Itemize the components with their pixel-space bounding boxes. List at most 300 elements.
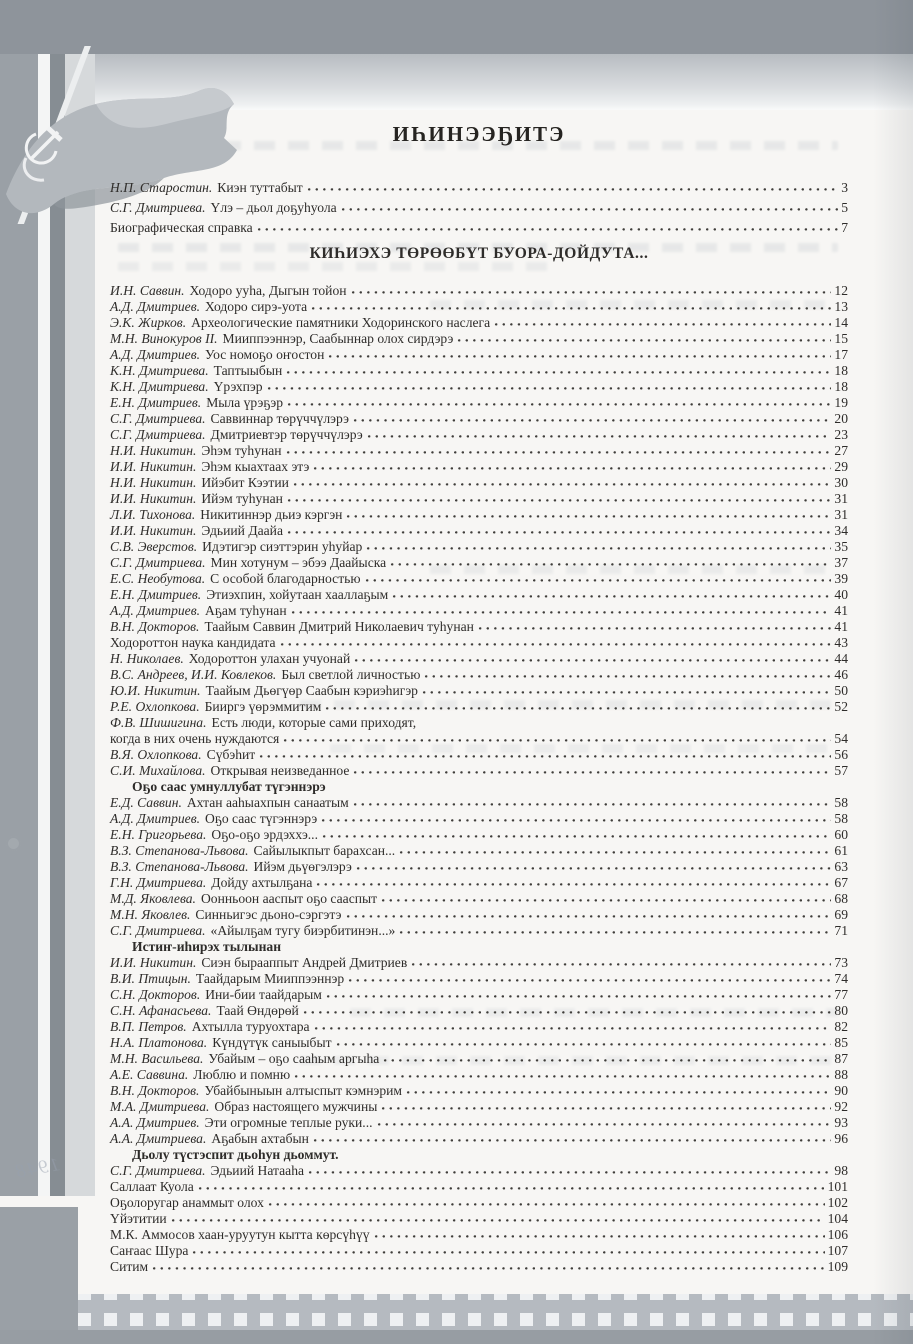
dot-leader — [326, 994, 831, 999]
sub-heading: Истиҥ-иһирэх тылынан — [132, 939, 282, 954]
sub-heading: Дьолу түстэспит дьоһун дьоммут. — [132, 1147, 339, 1162]
entry-title: Эһэм туһунан — [201, 443, 282, 458]
toc-entry — [110, 667, 848, 683]
entry-title: М.К. Аммосов хаан-уруутун кытта көрсүһүү — [110, 1227, 370, 1242]
entry-title: Бииргэ үөрэммитим — [204, 699, 322, 714]
dot-leader — [346, 514, 831, 519]
entry-author: М.Д. Яковлева. — [110, 891, 196, 906]
entry-author: Н.И. Никитин. — [110, 443, 197, 458]
entry-title: Ийэм туһунан — [201, 491, 283, 506]
dot-leader — [152, 1266, 824, 1271]
left-frame-strip-outer — [0, 54, 38, 1196]
entry-author: В.З. Степанова-Львова. — [110, 843, 249, 858]
entry-author: К.Н. Дмитриева. — [110, 379, 209, 394]
entry-title: Был светлой личностью — [281, 667, 421, 682]
dot-leader — [354, 658, 831, 663]
dot-leader — [291, 610, 832, 615]
dot-leader — [381, 1106, 831, 1111]
dot-leader — [198, 1186, 825, 1191]
entry-author: А.А. Дмитриева. — [110, 1131, 207, 1146]
dot-leader — [307, 187, 838, 192]
entry-page: 20 — [834, 411, 848, 426]
entry-page: 3 — [841, 180, 848, 195]
dot-leader — [259, 754, 831, 759]
entry-author: С.Г. Дмитриева. — [110, 411, 206, 426]
entry-title: Таай Өндөрөй — [216, 1003, 299, 1018]
entry-title: Убайым – оҕо сааһым аргыһа — [208, 1051, 380, 1066]
toc-entry — [110, 923, 848, 939]
entry-page: 96 — [834, 1131, 848, 1146]
toc-entry — [110, 331, 848, 347]
page-title: ИҺИНЭЭҔИТЭ — [392, 122, 566, 146]
toc-entry — [110, 955, 848, 971]
toc-entry — [110, 1083, 848, 1099]
entry-title: Ини-бии таайдарым — [205, 987, 322, 1002]
toc-entry — [110, 827, 848, 843]
dot-leader — [374, 1234, 825, 1239]
entry-author: В.Н. Докторов. — [110, 1083, 200, 1098]
entry-title: Үлэ – дьол доҕуһуола — [210, 200, 337, 215]
toc-entry — [110, 443, 848, 459]
entry-author: А.Е. Саввина. — [110, 1067, 189, 1082]
entry-author: В.С. Андреев, И.И. Ковлеков. — [110, 667, 277, 682]
toc-front-matter-group — [110, 180, 848, 240]
dot-leader — [171, 1218, 825, 1223]
toc-entry — [110, 1019, 848, 1035]
entry-page: 15 — [834, 331, 848, 346]
toc-entry — [110, 491, 848, 507]
entry-page: 19 — [834, 395, 848, 410]
entry-page: 61 — [834, 843, 848, 858]
toc-entry — [110, 1243, 848, 1259]
entry-title: Оҕо саас түгэннэрэ — [205, 811, 318, 826]
entry-page: 109 — [827, 1259, 848, 1274]
toc-entry — [110, 1115, 848, 1131]
entry-title: Эдьиий Натааһа — [210, 1163, 305, 1178]
dot-leader — [383, 1058, 831, 1063]
toc-entry — [110, 475, 848, 491]
toc-entry — [110, 1227, 848, 1243]
toc-entry — [110, 891, 848, 907]
entry-page: 58 — [834, 811, 848, 826]
dot-leader — [411, 962, 831, 967]
toc-entry — [110, 795, 848, 811]
sub-heading: Оҕо саас умнуллубат түгэннэрэ — [132, 779, 326, 794]
entry-title: Мыла үрэҕэр — [206, 395, 284, 410]
dot-leader — [422, 690, 831, 695]
toc-entry — [110, 1259, 848, 1275]
entry-page: 40 — [834, 587, 848, 602]
entry-author: С.И. Михайлова. — [110, 763, 206, 778]
toc-entry — [110, 747, 848, 763]
entry-author: Е.Н. Григорьева. — [110, 827, 207, 842]
entry-page: 56 — [834, 747, 848, 762]
dot-leader — [257, 227, 839, 232]
entry-title: Ахтан ааһыахпын санаатым — [186, 795, 349, 810]
dot-leader — [351, 290, 832, 295]
entry-author: М.Н. Яковлев. — [110, 907, 191, 922]
entry-title: Таайым Дьөгүөр Саабын кэриэһигэр — [205, 683, 418, 698]
section-heading: КИҺИЭХЭ ТӨРӨӨБҮТ БУОРА-ДОЙДУТА... — [309, 245, 649, 262]
dot-leader — [303, 1010, 832, 1015]
entry-author: Г.Н. Дмитриева. — [110, 875, 207, 890]
entry-title: Синньигэс дьоно-сэргэтэ — [195, 907, 342, 922]
dot-leader — [478, 626, 831, 631]
entry-author: С.Н. Афанасьева. — [110, 1003, 212, 1018]
entry-page: 106 — [827, 1227, 848, 1242]
entry-author: И.И. Никитин. — [110, 523, 197, 538]
entry-author: И.Н. Саввин. — [110, 283, 185, 298]
entry-title: Эдьиий Даайа — [201, 523, 283, 538]
toc-entry — [110, 763, 848, 779]
entry-title: С особой благодарностью — [210, 571, 361, 586]
entry-author: А.Д. Дмитриев. — [110, 299, 201, 314]
entry-page: 29 — [834, 459, 848, 474]
entry-title: Эти огромные теплые руки... — [204, 1115, 373, 1130]
entry-title: Аҕабын ахтабын — [211, 1131, 309, 1146]
entry-page: 69 — [834, 907, 848, 922]
toc-entry — [110, 811, 848, 827]
toc-entry — [110, 1211, 848, 1227]
dot-leader — [316, 882, 831, 887]
toc-entry — [110, 427, 848, 443]
dot-leader — [390, 562, 831, 567]
entry-title: Таайдарым Мииппээннэр — [195, 971, 345, 986]
entry-author: С.В. Эверстов. — [110, 539, 198, 554]
toc-entry — [110, 619, 848, 635]
entry-page: 68 — [834, 891, 848, 906]
toc-entry — [110, 907, 848, 923]
entry-title: Археологические памятники Ходоринского наслега — [191, 315, 491, 330]
dot-leader — [322, 834, 831, 839]
entry-title: Биографическая справка — [110, 220, 253, 235]
entry-page: 92 — [834, 1099, 848, 1114]
entry-title: Образ настоящего мужчины — [214, 1099, 378, 1114]
toc-entry — [110, 1163, 848, 1179]
dot-leader — [406, 1090, 831, 1095]
entry-title: Саввиннар төрүччүлэрэ — [210, 411, 349, 426]
entry-title: Оҕолоругар анаммыт олох — [110, 1195, 264, 1210]
entry-page: 30 — [834, 475, 848, 490]
entry-title: Таптыыбын — [213, 363, 283, 378]
entry-page: 23 — [834, 427, 848, 442]
toc-entry — [110, 347, 848, 363]
entry-title: Дмитриевтэр төрүччүлэрэ — [210, 427, 363, 442]
toc-entry — [110, 523, 848, 539]
dot-leader — [457, 338, 831, 343]
toc-entry — [110, 1195, 848, 1211]
entry-page: 41 — [834, 619, 848, 634]
dot-leader — [336, 1042, 832, 1047]
entry-page: 77 — [834, 987, 848, 1002]
entry-author: Л.И. Тихонова. — [110, 507, 196, 522]
entry-page: 44 — [834, 651, 848, 666]
entry-title: Ийэбит Кээтии — [201, 475, 289, 490]
toc-entry — [110, 587, 848, 603]
toc-entry — [110, 1179, 848, 1195]
entry-author: А.Д. Дмитриев. — [110, 811, 201, 826]
dot-leader — [313, 1138, 831, 1143]
entry-title: Киэн туттабыт — [217, 180, 303, 195]
entry-title: Үйэтитии — [110, 1211, 167, 1226]
dot-leader — [313, 466, 831, 471]
entry-page: 90 — [834, 1083, 848, 1098]
toc-entry — [110, 379, 848, 395]
dot-leader — [267, 386, 832, 391]
entry-title: Убайбыныын алтыспыт кэмнэрим — [204, 1083, 403, 1098]
toc-entry — [110, 180, 848, 200]
entry-page: 46 — [834, 667, 848, 682]
toc-content — [110, 122, 848, 1275]
entry-author: М.Н. Винокуров II. — [110, 331, 218, 346]
entry-title: Ходороттон наука кандидата — [110, 635, 276, 650]
entry-page: 34 — [834, 523, 848, 538]
entry-title: Мииппээннэр, Саабыннар олох сирдэрэ — [222, 331, 454, 346]
left-frame-gap — [38, 54, 50, 1196]
entry-author: А.А. Дмитриев. — [110, 1115, 200, 1130]
dot-leader — [348, 978, 831, 983]
entry-page: 60 — [834, 827, 848, 842]
dot-leader — [294, 1074, 831, 1079]
entry-author: С.Г. Дмитриева. — [110, 200, 206, 215]
entry-page: 73 — [834, 955, 848, 970]
toc-entry — [110, 987, 848, 1003]
entry-page: 54 — [834, 731, 848, 746]
entry-author: С.Н. Докторов. — [110, 987, 201, 1002]
entry-page: 41 — [834, 603, 848, 618]
entry-title: Ситим — [110, 1259, 149, 1274]
toc-entry — [110, 1131, 848, 1147]
bottom-left-frame-block — [0, 1207, 78, 1344]
entry-page: 67 — [834, 875, 848, 890]
dot-leader — [341, 207, 839, 212]
dot-leader — [353, 802, 832, 807]
entry-title: Мин хотунум – эбээ Даайыска — [210, 555, 387, 570]
toc-entry — [110, 507, 848, 523]
dot-leader — [286, 370, 831, 375]
entry-title: Аҕам туһунан — [205, 603, 287, 618]
entry-page: 93 — [834, 1115, 848, 1130]
entry-title: Ахтылла туруохтара — [191, 1019, 310, 1034]
toc-entry — [110, 1051, 848, 1067]
toc-entry — [110, 299, 848, 315]
dot-leader — [399, 930, 831, 935]
toc-entry — [110, 1003, 848, 1019]
entry-title: Есть люди, которые сами приходят, — [211, 715, 417, 730]
dot-leader — [286, 450, 832, 455]
toc-entry — [110, 651, 848, 667]
entry-title: Саллаат Куола — [110, 1179, 194, 1194]
toc-entry — [110, 1035, 848, 1051]
entry-author: Н.П. Старостин. — [110, 180, 213, 195]
entry-title: Идэтигэр сиэттэрин уһуйар — [202, 539, 363, 554]
entry-author: С.Г. Дмитриева. — [110, 923, 206, 938]
entry-page: 71 — [834, 923, 848, 938]
entry-author: И.И. Никитин. — [110, 955, 197, 970]
entry-page: 87 — [834, 1051, 848, 1066]
entry-title: Сиэн бырааппыт Андрей Дмитриев — [201, 955, 408, 970]
entry-page: 18 — [834, 363, 848, 378]
toc-list — [110, 180, 848, 1275]
dot-leader — [392, 594, 831, 599]
entry-author: Е.Н. Дмитриев. — [110, 587, 202, 602]
entry-title: Ходоро ууһа, Дыгын тойон — [189, 283, 347, 298]
entry-page: 102 — [827, 1195, 848, 1210]
entry-page: 52 — [834, 699, 848, 714]
entry-author: Н. Николаев. — [110, 651, 184, 666]
entry-page: 12 — [834, 283, 848, 298]
entry-title: Дойду ахтылҕана — [211, 875, 313, 890]
entry-author: В.З. Степанова-Львова. — [110, 859, 249, 874]
dot-leader — [287, 498, 832, 503]
dot-leader — [365, 578, 832, 583]
dot-leader — [287, 530, 831, 535]
dot-leader — [321, 818, 831, 823]
toc-entry — [110, 859, 848, 875]
entry-page: 74 — [834, 971, 848, 986]
dot-leader — [308, 1170, 831, 1175]
entry-author: Э.К. Жирков. — [110, 315, 187, 330]
entry-author: Ю.И. Никитин. — [110, 683, 201, 698]
entry-author: Е.С. Необутова. — [110, 571, 206, 586]
toc-entry — [110, 731, 848, 747]
dot-leader — [283, 738, 831, 743]
toc-entry — [110, 971, 848, 987]
entry-author: М.Н. Васильева. — [110, 1051, 204, 1066]
entry-author: Р.Е. Охлопкова. — [110, 699, 200, 714]
dot-leader — [353, 770, 831, 775]
entry-page: 7 — [841, 220, 848, 235]
entry-page: 13 — [834, 299, 848, 314]
entry-page: 27 — [834, 443, 848, 458]
toc-entry — [110, 1067, 848, 1083]
toc-entry — [110, 571, 848, 587]
entry-page: 80 — [834, 1003, 848, 1018]
entry-page: 50 — [834, 683, 848, 698]
toc-entry — [110, 555, 848, 571]
dot-leader — [377, 1122, 832, 1127]
entry-author: И.И. Никитин. — [110, 491, 197, 506]
entry-page: 14 — [834, 315, 848, 330]
entry-title: когда в них очень нуждаются — [110, 731, 280, 746]
toc-entry — [110, 715, 848, 731]
entry-page: 17 — [834, 347, 848, 362]
dot-leader — [280, 642, 832, 647]
entry-page: 37 — [834, 555, 848, 570]
dot-leader — [268, 1202, 825, 1207]
entry-title: Таайым Саввин Дмитрий Николаевич туһунан — [204, 619, 474, 634]
dot-leader — [287, 402, 831, 407]
entry-author: А.Д. Дмитриев. — [110, 603, 201, 618]
entry-author: С.Г. Дмитриева. — [110, 427, 206, 442]
entry-author: Е.Д. Саввин. — [110, 795, 182, 810]
entry-author: М.А. Дмитриева. — [110, 1099, 210, 1114]
paper-flaw-dot — [6, 836, 21, 851]
dot-leader — [494, 322, 831, 327]
entry-title: Ходороттон улахан учуонай — [188, 651, 351, 666]
handwritten-note: 1948 — [12, 1154, 62, 1183]
entry-page: 18 — [834, 379, 848, 394]
entry-title: Күндүтүк саныыбыт — [212, 1035, 332, 1050]
entry-page: 5 — [841, 200, 848, 215]
toc-entry — [110, 683, 848, 699]
bottom-ornament-border — [78, 1294, 913, 1332]
entry-title: Саҥаас Шура — [110, 1243, 189, 1258]
entry-title: Люблю и помню — [193, 1067, 291, 1082]
entry-author: К.Н. Дмитриева. — [110, 363, 209, 378]
dot-leader — [399, 850, 831, 855]
entry-title: Оонньоон ааспыт оҕо сааспыт — [200, 891, 378, 906]
dot-leader — [314, 1026, 832, 1031]
right-edge-shadow — [873, 0, 913, 1344]
toc-entry — [110, 603, 848, 619]
entry-page: 31 — [834, 507, 848, 522]
entry-page: 88 — [834, 1067, 848, 1082]
entry-page: 101 — [827, 1179, 848, 1194]
entry-page: 63 — [834, 859, 848, 874]
entry-title: Сайылыкпыт барахсан... — [253, 843, 396, 858]
toc-entry — [110, 875, 848, 891]
entry-author: В.Н. Докторов. — [110, 619, 200, 634]
dot-leader — [192, 1250, 824, 1255]
entry-title: Этиэхпин, хойутаан хааллаҕым — [206, 587, 389, 602]
entry-title: Ийэм дьүөгэлэрэ — [253, 859, 352, 874]
entry-page: 31 — [834, 491, 848, 506]
entry-page: 35 — [834, 539, 848, 554]
dot-leader — [293, 482, 832, 487]
entry-page: 57 — [834, 763, 848, 778]
toc-entry — [110, 200, 848, 220]
left-frame-strip-light — [65, 54, 95, 1196]
entry-author: Е.Н. Дмитриев. — [110, 395, 202, 410]
entry-page: 43 — [834, 635, 848, 650]
bottom-frame-band — [0, 1330, 913, 1344]
entry-author: С.Г. Дмитриева. — [110, 1163, 206, 1178]
toc-entry — [110, 411, 848, 427]
entry-author: Н.А. Платонова. — [110, 1035, 208, 1050]
entry-title: Сүбэһит — [206, 747, 256, 762]
entry-author: И.И. Никитин. — [110, 459, 197, 474]
dot-leader — [424, 674, 831, 679]
toc-entry — [110, 1099, 848, 1115]
dot-leader — [353, 418, 831, 423]
entry-page: 58 — [834, 795, 848, 810]
toc-entry — [110, 843, 848, 859]
left-frame-strip-dark — [50, 54, 65, 1196]
entry-author: В.Я. Охлопкова. — [110, 747, 202, 762]
entry-title: Уос номоҕо оҥостон — [205, 347, 325, 362]
dot-leader — [356, 866, 832, 871]
toc-entry — [110, 315, 848, 331]
entry-author: Ф.В. Шишигина. — [110, 715, 207, 730]
entry-author: Н.И. Никитин. — [110, 475, 197, 490]
entry-page: 107 — [827, 1243, 848, 1258]
dot-leader — [381, 898, 831, 903]
dot-leader — [346, 914, 832, 919]
dot-leader — [366, 546, 831, 551]
toc-entry — [110, 395, 848, 411]
toc-entry — [110, 699, 848, 715]
entry-title: Үрэхпэр — [213, 379, 263, 394]
dot-leader — [367, 434, 832, 439]
dot-leader — [325, 706, 831, 711]
entry-page: 85 — [834, 1035, 848, 1050]
entry-page: 82 — [834, 1019, 848, 1034]
dot-leader — [311, 306, 831, 311]
entry-author: В.И. Птицын. — [110, 971, 191, 986]
entry-title: «Айылҕам тугу биэрбитинэн...» — [210, 923, 396, 938]
entry-page: 104 — [827, 1211, 848, 1226]
